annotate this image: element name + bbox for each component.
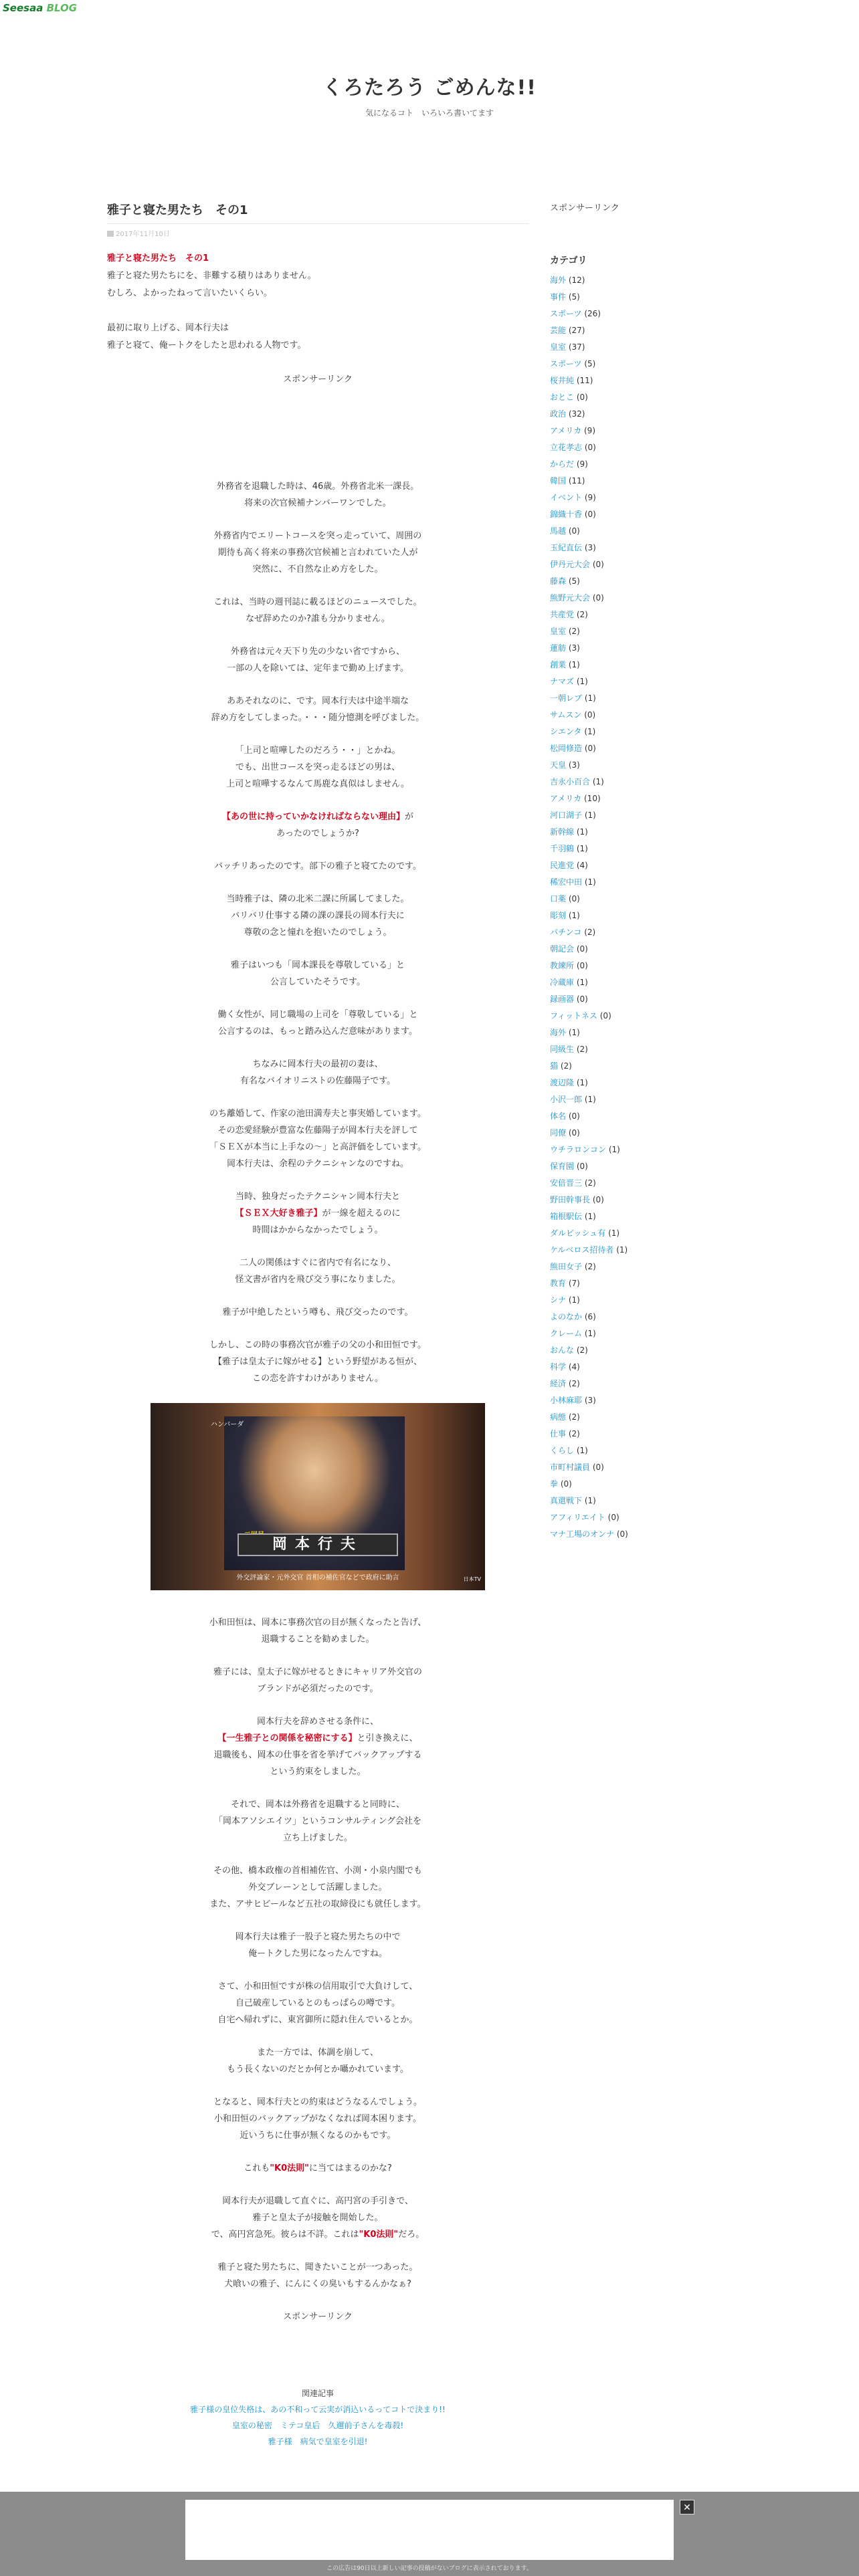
category-item: [550, 590, 684, 607]
category-count: (4): [568, 1362, 580, 1372]
category-link[interactable]: 教育: [550, 1279, 567, 1288]
category-count: (3): [584, 1396, 596, 1405]
category-count: (2): [576, 1045, 588, 1054]
body-paragraph: 雅子が中絶したという噂も、飛び交ったのです。: [222, 1307, 413, 1317]
body-paragraph: となると、岡本行夫との約束はどうなるんでしょう。 小和田恒のバックアップがなくなれば岡本困ります。 近いうちに仕事が無くなるのかもです。: [213, 2097, 422, 2141]
category-count: (3): [568, 643, 580, 653]
category-item: [550, 841, 684, 857]
category-link[interactable]: シエンタ: [550, 727, 582, 736]
category-link[interactable]: 海外: [550, 276, 567, 285]
category-link[interactable]: 猫: [550, 1061, 559, 1071]
emphasis-paragraph: 岡本行夫を辞めさせる条件に、 【一生雅子との関係を秘密にする】と引き換えに、 退職後も、岡本の仕事を省を挙げてバックアップする という約束をしました。: [213, 1717, 422, 1777]
category-item: [550, 707, 684, 724]
category-link[interactable]: アフィリエイト: [550, 1513, 605, 1522]
category-item: [550, 1459, 684, 1476]
category-link[interactable]: パチンコ: [550, 928, 582, 937]
category-link[interactable]: 藤森: [550, 576, 567, 586]
category-link[interactable]: 市町村議員: [550, 1463, 591, 1472]
category-item: [550, 1175, 684, 1192]
body-paragraph: また一方では、体調を崩して、 もう長くないのだとか何とか囁かれています。: [227, 2048, 409, 2074]
category-count: (0): [592, 1195, 604, 1204]
category-item: [550, 941, 684, 958]
category-item: [550, 540, 684, 556]
body-paragraph: のち離婚して、作家の池田満寿夫と事実婚しています。 その恋愛経験が豊富な佐藤陽子が岡本行夫を評して 「ＳＥＸが本当に上手なの～」と高評価をしています。 岡本行夫は、余程のテクニシャンなのですね。: [209, 1109, 426, 1169]
category-item: [550, 1442, 684, 1459]
category-link[interactable]: 真還戦下: [550, 1496, 583, 1505]
category-link[interactable]: 一朝レブ: [550, 693, 583, 703]
category-link[interactable]: ナマズ: [550, 677, 575, 686]
category-count: (2): [584, 1262, 596, 1271]
category-count: (11): [576, 376, 593, 385]
category-link[interactable]: 政治: [550, 409, 567, 419]
category-link[interactable]: イベント: [550, 493, 583, 502]
body-paragraph: ちなみに岡本行夫の最初の妻は、 有名なバイオリニストの佐藤陽子です。: [240, 1059, 396, 1086]
body-paragraph: 働く女性が、同じ職場の上司を「尊敬している」と 公言するのは、もっと踏み込んだ意味があります。: [217, 1010, 418, 1037]
category-count: (0): [584, 443, 596, 452]
category-item: [550, 406, 684, 423]
photo-nameplate: 岡本行夫: [237, 1533, 398, 1556]
body-paragraph: 外務省は元々天下り先の少ない省ですから、 一部の人を除いては、定年まで勤め上げます。: [227, 647, 409, 673]
category-item: [550, 774, 684, 790]
category-count: (1): [584, 1329, 596, 1338]
category-item: [550, 573, 684, 590]
related-heading: 関連記事: [301, 2389, 334, 2398]
category-item: [550, 1058, 684, 1075]
category-link[interactable]: ウチラロンコン: [550, 1145, 607, 1154]
category-item: [550, 1242, 684, 1259]
category-link[interactable]: 天皇: [550, 760, 567, 770]
body-paragraph: ああそれなのに、です。岡本行夫は中途半端な 辞め方をしてしまった。・・・随分憶測を呼びました。: [211, 696, 425, 723]
category-link[interactable]: 冷蔵庫: [550, 978, 575, 987]
category-link[interactable]: おんな: [550, 1346, 575, 1355]
seesaa-blog-logo[interactable]: Seesaa BLOG: [3, 2, 78, 14]
category-item: [550, 1359, 684, 1376]
category-item: [550, 1426, 684, 1442]
category-item: [550, 657, 684, 673]
category-item: [550, 490, 684, 506]
category-link[interactable]: 皇室: [550, 627, 567, 636]
category-count: (0): [576, 944, 588, 954]
body-paragraph: しかし、この時の事務次官が雅子の父の小和田恒です。 【雅子は皇太子に嫁がせる】という野望がある恒が、 この恋を許すわけがありません。: [209, 1340, 426, 1384]
category-item: [550, 1108, 684, 1125]
blog-topbar: [0, 0, 859, 17]
category-item: [550, 640, 684, 657]
category-item: [550, 1309, 684, 1325]
category-count: (1): [584, 1212, 596, 1221]
category-item: [550, 740, 684, 757]
category-item: [550, 1509, 684, 1526]
photo-caption: 外交評論家・元外交官 首相の補佐官などで政府に助言: [236, 1574, 399, 1582]
category-count: (1): [576, 1446, 588, 1455]
category-count: (6): [584, 1312, 596, 1321]
category-item: [550, 1225, 684, 1242]
post-intro: [107, 250, 529, 354]
intro-line: むしろ、よかったねって言いたいくらい。: [107, 288, 273, 298]
category-count: (9): [576, 459, 588, 469]
site-description: 気になるコト いろいろ書いてます: [365, 108, 494, 118]
category-link[interactable]: シナ: [550, 1295, 567, 1305]
sidebar: [550, 201, 684, 1543]
category-link[interactable]: マナ工場のオンナ: [550, 1529, 615, 1539]
category-count: (1): [608, 1228, 620, 1238]
related-link[interactable]: 雅子様の皇位失格は、あの不和って云実が消込いるってコトで決まり!!: [190, 2405, 446, 2414]
category-link[interactable]: 伊丹元大会: [550, 560, 591, 569]
category-count: (1): [568, 660, 580, 669]
body-paragraph: 二人の関係はすぐに省内で有名になり、 怪文書が省内を飛び交う事になりました。: [235, 1258, 401, 1285]
body-paragraph: その他、橋本政権の首相補佐官、小渕・小泉内閣でも 外交ブレーンとして活躍しました。 また、アサヒビールなど五社の取締役にも就任します。: [209, 1866, 426, 1909]
category-count: (0): [592, 560, 604, 569]
category-link[interactable]: 彫刻: [550, 911, 567, 920]
category-count: (0): [592, 593, 604, 603]
category-count: (0): [584, 744, 596, 753]
k-law-line: これも"K0法則"に当てはまるのかな?: [244, 2163, 392, 2173]
category-link[interactable]: 共産党: [550, 610, 575, 619]
overlay-note: この広告は90日以上新しい記事の投稿がないブログに表示されております。: [326, 2565, 533, 2572]
category-item: [550, 790, 684, 807]
category-link[interactable]: 教練所: [550, 961, 575, 970]
category-item: [550, 1192, 684, 1208]
sponsor-link-label-bottom: スポンサーリンク: [283, 2312, 353, 2322]
category-count: (9): [584, 493, 596, 502]
photo-watermark: 日本TV: [463, 1576, 481, 1582]
sponsor-link-label: スポンサーリンク: [283, 374, 353, 385]
body-paragraph: これは、当時の週刊誌に載るほどのニュースでした。 なぜ辞めたのか?誰も分かりません。: [213, 597, 422, 624]
category-item: [550, 1292, 684, 1309]
category-link[interactable]: 保育園: [550, 1162, 575, 1171]
intro-line: 雅子と寝た男たちにを、非難する積りはありません。: [107, 271, 316, 281]
category-link[interactable]: 体名: [550, 1111, 567, 1121]
category-count: (1): [592, 777, 604, 786]
category-link[interactable]: 経済: [550, 1379, 567, 1388]
sidebar-sponsor-label: スポンサーリンク: [550, 203, 619, 213]
intro-heading: 雅子と寝た男たち その1: [107, 253, 209, 263]
body-paragraph: 外務省内でエリートコースを突っ走っていて、周囲の 期待も高く将来の事務次官候補と言われていた人が 突然に、不自然な止め方をした。: [213, 531, 422, 574]
category-link[interactable]: くらし: [550, 1446, 575, 1455]
category-count: (2): [584, 928, 596, 937]
category-count: (0): [568, 526, 580, 536]
category-link[interactable]: 録画器: [550, 994, 575, 1004]
category-link[interactable]: からだ: [550, 459, 575, 469]
category-count: (11): [568, 476, 585, 486]
category-count: (2): [576, 610, 588, 619]
category-count: (1): [584, 693, 596, 703]
category-item: [550, 891, 684, 907]
category-link[interactable]: 蓮舫: [550, 643, 567, 653]
category-item: [550, 506, 684, 523]
category-count: (2): [576, 1346, 588, 1355]
category-count: (5): [568, 292, 580, 302]
category-item: [550, 372, 684, 389]
category-count: (1): [584, 877, 596, 887]
category-count: (1): [576, 1078, 588, 1087]
category-item: [550, 1476, 684, 1493]
category-count: (2): [568, 1412, 580, 1422]
category-item: [550, 423, 684, 439]
category-count: (0): [584, 710, 596, 720]
category-item: [550, 673, 684, 690]
intro-line: 最初に取り上げる、岡本行夫は: [107, 323, 229, 333]
category-count: (2): [568, 1379, 580, 1388]
category-count: (1): [584, 1095, 596, 1104]
category-count: (0): [592, 1463, 604, 1472]
category-link[interactable]: スポーツ: [550, 359, 582, 368]
category-link[interactable]: 皇室: [550, 342, 567, 352]
category-count: (9): [584, 426, 595, 435]
photo-corner-text: ハンバーダ: [211, 1421, 244, 1428]
category-count: (27): [568, 326, 585, 335]
category-link[interactable]: 立花孝志: [550, 443, 583, 452]
category-link[interactable]: 渡辺隆: [550, 1078, 575, 1087]
category-item: [550, 924, 684, 941]
category-link[interactable]: 韓国: [550, 476, 567, 486]
category-item: [550, 757, 684, 774]
category-item: [550, 272, 684, 289]
category-count: (0): [599, 1011, 611, 1021]
category-link[interactable]: 稀宏中田: [550, 877, 583, 887]
emphasis-paragraph: 当時、独身だったテクニシャン岡本行夫と 【ＳＥＸ大好き雅子】が一線を超えるのに 時間はかからなかったでしょう。: [235, 1192, 401, 1235]
category-item: [550, 623, 684, 640]
category-link[interactable]: 仕事: [550, 1429, 567, 1438]
site-header: [0, 71, 859, 118]
intro-line: 雅子と寝て、俺ートクをしたと思われる人物です。: [107, 340, 306, 350]
category-link[interactable]: 拳: [550, 1479, 559, 1489]
category-link[interactable]: 民進党: [550, 861, 575, 870]
category-link[interactable]: クレーム: [550, 1329, 583, 1338]
k-law-paragraph: 岡本行夫が退職して直ぐに、高円宮の手引きで、 雅子と皇太子が接触を開始した。 で、高円宮急死。彼らは不詳。これは"K0法則"だろ。: [211, 2196, 425, 2240]
category-item: [550, 1493, 684, 1509]
category-link[interactable]: 芸能: [550, 326, 567, 335]
body-paragraph: 当時雅子は、隣の北米二課に所属してました。 バリバリ仕事する隣の課の課長の岡本行夫に 尊敬の念と憧れを抱いたのでしょう。: [226, 894, 409, 938]
category-link[interactable]: 錦織十香: [550, 510, 583, 519]
category-count: (5): [584, 359, 596, 368]
category-item: [550, 607, 684, 623]
category-count: (0): [576, 961, 588, 970]
category-item: [550, 556, 684, 573]
category-link[interactable]: 創業: [550, 660, 567, 669]
category-item: [550, 824, 684, 841]
category-count: (0): [576, 994, 588, 1004]
category-link[interactable]: 海外: [550, 1028, 567, 1037]
category-item: [550, 1275, 684, 1292]
body-paragraph: 雅子には、皇太子に嫁がせるときにキャリア外交官の ブランドが必須だったのです。: [213, 1667, 422, 1694]
category-count: (1): [584, 811, 596, 820]
category-link[interactable]: 病態: [550, 1412, 567, 1422]
category-item: [550, 1125, 684, 1142]
category-count: (4): [576, 861, 588, 870]
category-count: (12): [568, 276, 585, 285]
category-item: [550, 389, 684, 406]
category-link[interactable]: ダルビッシュ有: [550, 1228, 606, 1238]
category-count: (2): [584, 1178, 596, 1188]
category-link[interactable]: 千羽鶴: [550, 844, 575, 853]
category-item: [550, 356, 684, 372]
category-link[interactable]: 桜井純: [550, 376, 575, 385]
category-count: (0): [607, 1513, 619, 1522]
category-count: (0): [568, 1111, 580, 1121]
category-link[interactable]: 松岡修造: [550, 744, 583, 753]
category-link[interactable]: 玉紀直伝: [550, 543, 583, 552]
category-link[interactable]: スポーツ: [550, 309, 582, 318]
category-item: [550, 807, 684, 824]
category-item: [550, 1041, 684, 1058]
overlay-ad-box[interactable]: [185, 2500, 674, 2560]
category-count: (3): [584, 543, 596, 552]
close-icon[interactable]: ✕: [680, 2500, 694, 2514]
category-link[interactable]: フィットネス: [550, 1011, 597, 1021]
post-date: 2017年11月10日: [107, 228, 529, 238]
category-count: (1): [576, 827, 588, 837]
category-item: [550, 1008, 684, 1025]
category-link[interactable]: アメリカ: [550, 426, 582, 435]
category-link[interactable]: 朝記会: [550, 944, 575, 954]
category-count: (0): [584, 510, 596, 519]
category-item: [550, 991, 684, 1008]
post-body: [107, 478, 529, 2325]
related-link[interactable]: 皇室の秘密 ミテコ皇后 久邇前子さんを毒殺!: [231, 2421, 404, 2430]
category-count: (1): [608, 1145, 620, 1154]
category-count: (5): [568, 576, 580, 586]
category-item: [550, 306, 684, 322]
category-item: [550, 958, 684, 974]
category-count: (32): [568, 409, 585, 419]
category-link[interactable]: よのなか: [550, 1312, 583, 1321]
category-item: [550, 1526, 684, 1543]
category-count: (26): [584, 309, 601, 318]
category-link[interactable]: 口薬: [550, 894, 567, 903]
category-link[interactable]: 新幹線: [550, 827, 575, 837]
category-item: [550, 289, 684, 306]
category-count: (2): [560, 1061, 572, 1071]
category-item: [550, 907, 684, 924]
closing-paragraph: 雅子と寝た男たちに、聞きたいことが一つあった。 犬喰いの雅子、にんにくの臭いもするんかなぁ?: [217, 2262, 418, 2289]
category-item: [550, 1142, 684, 1158]
category-count: (1): [616, 1245, 628, 1255]
body-paragraph: 岡本行夫は雅子一股子と寝た男たちの中で 俺ートクした男になったんですね。: [235, 1932, 401, 1959]
post-title[interactable]: 雅子と寝た男たち その1: [107, 201, 529, 224]
category-link[interactable]: 熊野元大会: [550, 593, 591, 603]
category-count: (37): [568, 342, 585, 352]
body-paragraph: バッチリあったのです。部下の雅子と寝てたのです。: [214, 861, 421, 871]
category-link[interactable]: 事件: [550, 292, 567, 302]
category-link[interactable]: サムスン: [550, 710, 582, 720]
category-item: [550, 322, 684, 339]
category-count: (1): [576, 677, 588, 686]
category-item: [550, 1208, 684, 1225]
category-item: [550, 1091, 684, 1108]
main-article: [107, 201, 529, 2450]
category-item: [550, 974, 684, 991]
category-count: (1): [568, 1028, 580, 1037]
category-link[interactable]: ケルベロス招待者: [550, 1245, 614, 1255]
category-heading: カテゴリ: [550, 255, 587, 266]
category-count: (1): [568, 1295, 580, 1305]
category-item: [550, 523, 684, 540]
category-count: (1): [576, 844, 588, 853]
ad-overlay: [0, 2492, 859, 2576]
category-item: [550, 1392, 684, 1409]
category-count: (7): [568, 1279, 580, 1288]
category-count: (2): [568, 1429, 580, 1438]
body-paragraph: 「上司と喧嘩したのだろう・・」とかね。 でも、出世コースを突っ走るほどの男は、 上司と喧嘩するなんて馬鹿な真似はしません。: [226, 746, 409, 789]
category-link[interactable]: 箱根駅伝: [550, 1212, 583, 1221]
site-title[interactable]: くろたろう ごめんな!!: [322, 76, 537, 100]
category-count: (0): [568, 894, 580, 903]
body-paragraph: 外務省を退職した時は、46歳。外務省北米一課長。 将来の次官候補ナンバーワンでした。: [216, 481, 419, 508]
category-count: (3): [568, 760, 580, 770]
category-item: [550, 874, 684, 891]
category-link[interactable]: 吉永小百合: [550, 777, 591, 786]
category-item: [550, 473, 684, 490]
category-link[interactable]: アメリカ: [550, 794, 582, 803]
category-item: [550, 690, 684, 707]
category-item: [550, 1259, 684, 1275]
category-item: [550, 724, 684, 740]
category-link[interactable]: 小林麻耶: [550, 1396, 583, 1405]
calendar-icon: [107, 231, 114, 237]
category-list: [550, 272, 684, 1543]
category-item: [550, 1376, 684, 1392]
category-link[interactable]: 同級生: [550, 1045, 575, 1054]
category-count: (0): [568, 1128, 580, 1138]
category-count: (1): [584, 1496, 596, 1505]
category-count: (10): [584, 794, 601, 803]
category-item: [550, 456, 684, 473]
body-paragraph: 小和田恒は、岡本に事務次官の目が無くなったと告げ、 退職することを勧めました。: [209, 1618, 427, 1644]
category-count: (0): [576, 393, 588, 402]
category-link[interactable]: 野田幹事長: [550, 1195, 591, 1204]
ad-space: [107, 385, 529, 478]
category-count: (1): [576, 978, 588, 987]
related-articles: [107, 2385, 529, 2450]
category-link[interactable]: 小沢一郎: [550, 1095, 583, 1104]
category-count: (0): [576, 1162, 588, 1171]
category-item: [550, 1325, 684, 1342]
category-link[interactable]: 科学: [550, 1362, 567, 1372]
category-count: (1): [568, 911, 580, 920]
category-count: (0): [560, 1479, 572, 1489]
category-item: [550, 439, 684, 456]
article-photo: [151, 1403, 485, 1590]
category-link[interactable]: 馬越: [550, 526, 567, 536]
category-item: [550, 1025, 684, 1041]
category-item: [550, 1342, 684, 1359]
category-link[interactable]: おとこ: [550, 393, 575, 402]
category-link[interactable]: 熊田女子: [550, 1262, 583, 1271]
category-item: [550, 339, 684, 356]
emphasis-paragraph: 【あの世に持っていかなければならない理由】が あったのでしょうか?: [221, 812, 414, 839]
category-item: [550, 857, 684, 874]
category-link[interactable]: 安倍晋三: [550, 1178, 583, 1188]
body-paragraph: さて、小和田恒ですが株の信用取引で大負けして、 自己破産しているとのもっぱらの噂です。 自宅へ帰れずに、東宮御所に隠れ住んでいるとか。: [217, 1981, 418, 2025]
category-link[interactable]: 河口湖子: [550, 811, 583, 820]
category-item: [550, 1075, 684, 1091]
category-count: (0): [616, 1529, 628, 1539]
category-item: [550, 1158, 684, 1175]
category-count: (1): [584, 727, 596, 736]
body-paragraph: それで、岡本は外務省を退職すると同時に、 「岡本アソシエイツ」というコンサルティング会社を 立ち上げました。: [213, 1800, 422, 1843]
category-link[interactable]: 同僚: [550, 1128, 567, 1138]
related-link[interactable]: 雅子様 病気で皇室を引退!: [268, 2437, 368, 2446]
body-paragraph: 雅子はいつも「岡本課長を尊敬している」と 公言していたそうです。: [230, 960, 405, 987]
category-item: [550, 1409, 684, 1426]
category-count: (2): [568, 627, 580, 636]
